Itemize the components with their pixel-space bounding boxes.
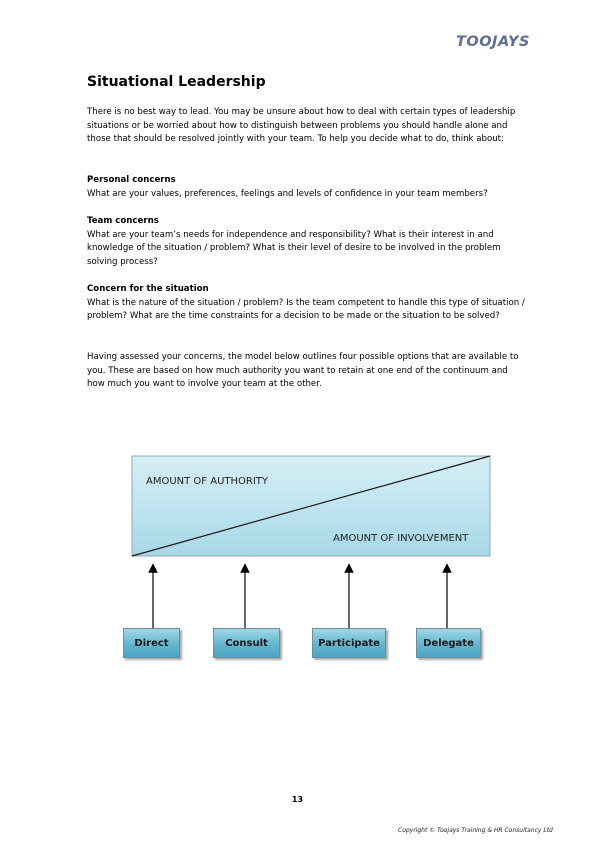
section-text: What are your values, preferences, feelings and levels of confidence in your team members? — [87, 188, 488, 199]
authority-label: AMOUNT OF AUTHORITY — [146, 476, 269, 487]
option-consult: Consult — [213, 628, 280, 658]
section-heading: Concern for the situation — [87, 284, 209, 294]
involvement-label: AMOUNT OF INVOLVEMENT — [333, 533, 469, 544]
option-delegate: Delegate — [416, 628, 481, 658]
copyright-notice: Copyright © Toojays Training & HR Consultancy Ltd — [398, 827, 553, 834]
intro-paragraph: There is no best way to lead. You may be unsure about how to deal with certain types of leadership situations or be worried about how to distinguish between problems you should handle alone and those that should be resolved jointly with your team. To help you decide what to do, think about: — [87, 107, 516, 145]
option-participate: Participate — [312, 628, 386, 658]
company-logo: TOOJAYS — [456, 34, 530, 50]
option-direct: Direct — [123, 628, 180, 658]
page-number: 13 — [291, 795, 304, 804]
section-text: What are your team’s needs for independence and responsibility? What is their interest in and knowledge of the situation / problem? What is their level of desire to be involved in the problem solving process? — [87, 229, 501, 267]
section-heading: Team concerns — [87, 216, 159, 226]
page-title: Situational Leadership — [87, 74, 266, 90]
closing-paragraph: Having assessed your concerns, the model below outlines four possible options that are available to you. These are based on how much authority you want to retain at one end of the continuum and how much you want to involve your team at the other. — [87, 352, 519, 390]
section-heading: Personal concerns — [87, 175, 176, 185]
section-text: What is the nature of the situation / problem? Is the team competent to handle this type of situation / problem? What are the time constraints for a decision to be made or the situation to be solved? — [87, 297, 525, 322]
